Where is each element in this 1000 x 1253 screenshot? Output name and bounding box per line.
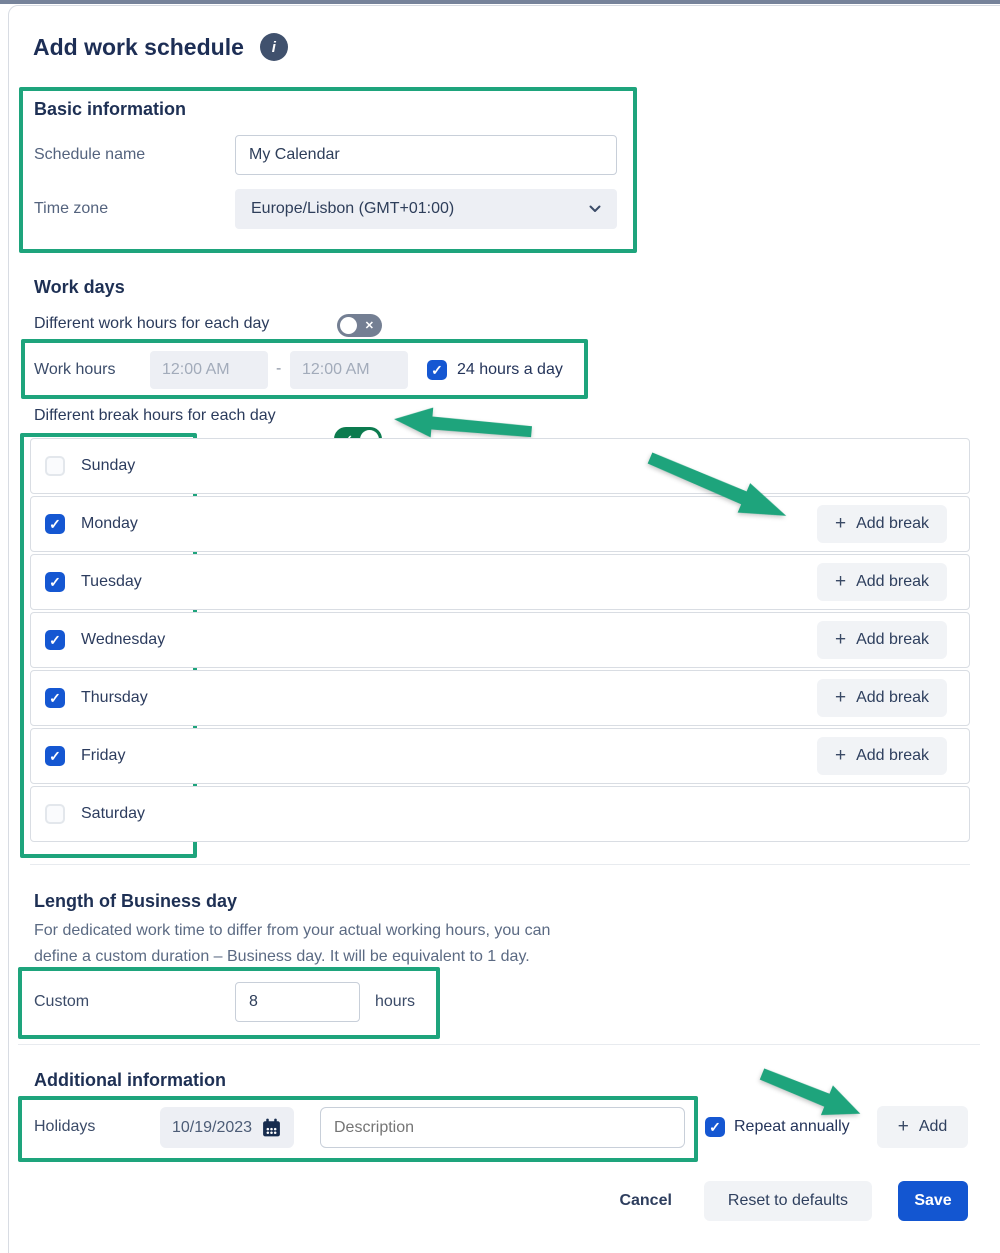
business-day-description-line1: For dedicated work time to differ from your actual working hours, you can xyxy=(34,922,551,939)
info-icon[interactable]: i xyxy=(260,33,288,61)
day-row-tuesday xyxy=(30,554,970,610)
day-label: Saturday xyxy=(81,805,146,822)
day-row-friday xyxy=(30,728,970,784)
custom-hours-input[interactable] xyxy=(235,982,360,1022)
add-break-label: Add break xyxy=(856,515,929,532)
plus-icon: + xyxy=(897,1116,909,1137)
day-checkbox-wednesday[interactable]: ✓ xyxy=(45,630,65,650)
section-divider xyxy=(18,1044,980,1045)
top-strip xyxy=(0,0,1000,4)
add-break-button-monday[interactable] xyxy=(817,505,947,543)
day-checkbox-thursday[interactable]: ✓ xyxy=(45,688,65,708)
holidays-label: Holidays xyxy=(34,1118,96,1135)
work-hours-separator: - xyxy=(276,360,282,377)
day-label: Friday xyxy=(81,747,126,764)
day-label: Monday xyxy=(81,515,138,532)
add-break-label: Add break xyxy=(856,689,929,706)
different-work-hours-label: Different work hours for each day xyxy=(34,315,270,332)
plus-icon: + xyxy=(834,513,847,534)
section-divider xyxy=(30,864,970,865)
day-label: Sunday xyxy=(81,457,136,474)
day-checkbox-tuesday[interactable]: ✓ xyxy=(45,572,65,592)
add-holiday-button[interactable] xyxy=(877,1106,968,1148)
schedule-name-label: Schedule name xyxy=(34,146,146,163)
plus-icon: + xyxy=(834,687,847,708)
different-work-hours-toggle[interactable] xyxy=(337,314,382,337)
schedule-name-input[interactable] xyxy=(235,135,617,175)
day-checkbox-friday[interactable]: ✓ xyxy=(45,746,65,766)
business-day-heading: Length of Business day xyxy=(34,891,238,911)
add-break-button-thursday[interactable] xyxy=(817,679,947,717)
holiday-description-input[interactable] xyxy=(320,1107,685,1148)
all-day-checkbox[interactable]: ✓ xyxy=(427,360,447,380)
toggle-knob xyxy=(340,317,357,334)
add-break-button-friday[interactable] xyxy=(817,737,947,775)
repeat-annually-checkbox[interactable]: ✓ xyxy=(705,1117,725,1137)
add-break-label: Add break xyxy=(856,573,929,590)
different-break-hours-label: Different break hours for each day xyxy=(34,407,276,424)
work-days-list xyxy=(30,438,970,842)
calendar-icon xyxy=(261,1117,282,1138)
day-row-sunday xyxy=(30,438,970,494)
hours-unit-label: hours xyxy=(375,993,416,1010)
holiday-date-picker[interactable] xyxy=(160,1107,294,1148)
day-row-saturday xyxy=(30,786,970,842)
basic-information-heading: Basic information xyxy=(34,99,187,119)
add-break-button-tuesday[interactable] xyxy=(817,563,947,601)
cross-icon: ✕ xyxy=(364,319,374,332)
day-checkbox-monday[interactable]: ✓ xyxy=(45,514,65,534)
add-break-label: Add break xyxy=(856,631,929,648)
work-hours-end-input xyxy=(290,351,408,389)
page-title: Add work schedule xyxy=(33,33,244,60)
day-label: Tuesday xyxy=(81,573,142,590)
day-label: Wednesday xyxy=(81,631,166,648)
plus-icon: + xyxy=(834,745,847,766)
all-day-label: 24 hours a day xyxy=(457,361,563,378)
time-zone-select[interactable] xyxy=(235,189,617,229)
add-break-button-wednesday[interactable] xyxy=(817,621,947,659)
work-hours-label: Work hours xyxy=(34,361,116,378)
save-button[interactable]: Save xyxy=(898,1181,968,1221)
work-days-heading: Work days xyxy=(34,277,125,297)
time-zone-value: Europe/Lisbon (GMT+01:00) xyxy=(251,200,455,217)
day-checkbox-saturday[interactable] xyxy=(45,804,65,824)
day-row-thursday xyxy=(30,670,970,726)
day-row-monday xyxy=(30,496,970,552)
plus-icon: + xyxy=(834,629,847,650)
business-day-description-line2: define a custom duration – Business day. It will be equivalent to 1 day. xyxy=(34,948,530,965)
time-zone-label: Time zone xyxy=(34,200,109,217)
add-holiday-label: Add xyxy=(918,1118,948,1135)
additional-information-heading: Additional information xyxy=(34,1070,226,1090)
reset-to-defaults-button[interactable]: Reset to defaults xyxy=(704,1181,872,1221)
holiday-date-value: 10/19/2023 xyxy=(172,1118,253,1136)
repeat-annually-label: Repeat annually xyxy=(734,1118,850,1135)
add-break-label: Add break xyxy=(856,747,929,764)
cancel-button[interactable]: Cancel xyxy=(613,1191,677,1211)
day-checkbox-sunday[interactable] xyxy=(45,456,65,476)
chevron-down-icon xyxy=(589,205,601,213)
day-label: Thursday xyxy=(81,689,148,706)
work-hours-start-input xyxy=(150,351,268,389)
day-row-wednesday xyxy=(30,612,970,668)
plus-icon: + xyxy=(834,571,847,592)
custom-label: Custom xyxy=(34,993,90,1010)
